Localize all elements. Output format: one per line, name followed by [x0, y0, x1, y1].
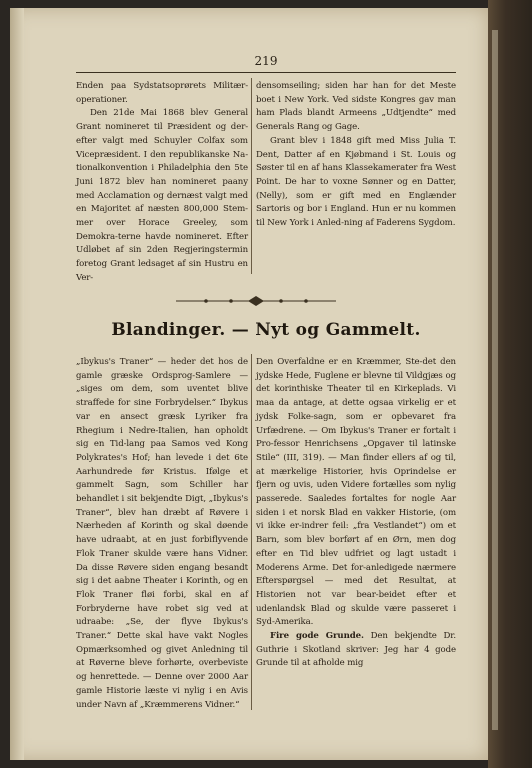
column-divider-top	[251, 78, 252, 274]
column-bottom-right	[256, 356, 456, 671]
paragraph: Enden paa Sydstatsoprørets Militær-operationer.	[76, 81, 248, 105]
page-number: 219	[254, 54, 278, 68]
column-top-left	[76, 80, 248, 286]
page-edges	[492, 30, 498, 730]
column-top-right	[256, 80, 456, 231]
page-gutter-shadow	[10, 8, 24, 760]
ornamental-divider	[176, 295, 336, 307]
paragraph: „Ibykus's Traner“ — heder det hos de gamle græske Ordsprog-Samlere — „siges om dem, som uventet blive straffede for sine Forbrydelser.“ Ibykus var en ansect græsk Lyriker fra Rhegium i Nedre-Italien, han opholdt sig en Tid-lang paa Samos ved Kong Polykrates's Hof; han levede i det 6te Aarhundrede før Kristus. Ifølge et gammelt Sagn, som Schiller har behandlet i sit bekjendte Digt, „Ibykus's Traner“, blev han dræbt af Røvere i Nærheden af Korinth og skal døende have udraabt, at en just forbiflyvende Flok Traner skulde være hans Vidner. Da disse Røvere siden engang besandt sig i det aabne Theater i Korinth, og en Flok Traner fløi forbi, skal en af Forbryderne have robet sig ved at udraabe: „Se, der flyve Ibykus's Traner.“ Dette skal have vakt Nogles Opmærksomhed og givet Anledning til at Røverne bleve forhørte, overbeviste og henrettede. — Denne over 2000 Aar gamle Historie læste vi nylig i en Avis under Navn af „Kræmmerens Vidner.“	[76, 357, 248, 710]
column-bottom-left	[76, 356, 248, 712]
subheading: Fire gode Grunde.	[270, 631, 364, 642]
paragraph: Den 21de Mai 1868 blev General Grant nomineret til Præsident og der-efter valgt med Schuyler Colfax som Vicepræsident. I den republikanske Na-tionalkonvention i Philadelphia den 5te Juni 1872 blev han nomineret paany med Acclamation og dernæst valgt med en Majoritet af næsten 800,000 Stem-mer over Horace Greeley, som Demokra-terne havde nomineret. Efter Udløbet af sin 2den Regjeringstermin foretog Grant ledsaget af sin Hustru en Ver-	[76, 108, 248, 283]
paragraph: Grant blev i 1848 gift med Miss Julia T. Dent, Datter af en Kjøbmand i St. Louis og Søster til en af hans Klassekamerater fra West Point. De har to voxne Sønner og en Datter, (Nelly), som er gift med en Englænder Sartoris og bor i England. Hun er nu kommen til New York i Anled-ning af Faderens Sygdom.	[256, 135, 456, 229]
paragraph: densomseiling; siden har han for det Meste boet i New York. Ved sidste Kongres gav man ham Plads blandt Armeens „Udtjendte“ med Generals Rang og Gage.	[256, 81, 456, 133]
paragraph: Den Overfaldne er en Kræmmer, Ste-det den jydske Hede, Fuglene er blevne til Vildgjæs og det korinthiske Theater til en Kirkeplads. Vi maa da antage, at dette ogsaa virkelig er et jydsk Folke-sagn, som er opbevaret fra Urfædrene. — Om Ibykus's Traner er fortalt i Pro-fessor Henrichsens „Opgaver til latinske Stile“ (III, 319). — Man finder ellers af og til, at mærkelige Historier, hvis Oprindelse er fjern og uvis, uden Videre fortælles som nylig passerede. Saaledes fortaltes for nogle Aar siden i et norsk Blad en vakker Historie, (om vi ikke er-indrer feil: „fra Vestlandet“) om et Barn, som blev borført af en Ørn, men dog efter en Tid blev udfriet og lagt ustadt i Moderens Arme. Det for-anledigede nærmere Efterspørgsel — med det Resultat, at Historien not var bear-beidet efter et udenlandsk Blad og skulde være passeret i Syd-Amerika.	[256, 357, 456, 628]
column-divider-bottom	[251, 354, 252, 710]
section-title: Blandinger. — Nyt og Gammelt.	[111, 320, 421, 340]
paragraph: Den bekjendte Dr. Guthrie i Skotland skriver: Jeg har 4 gode Grunde til at afholde mig	[256, 631, 456, 669]
header-rule	[76, 72, 456, 73]
